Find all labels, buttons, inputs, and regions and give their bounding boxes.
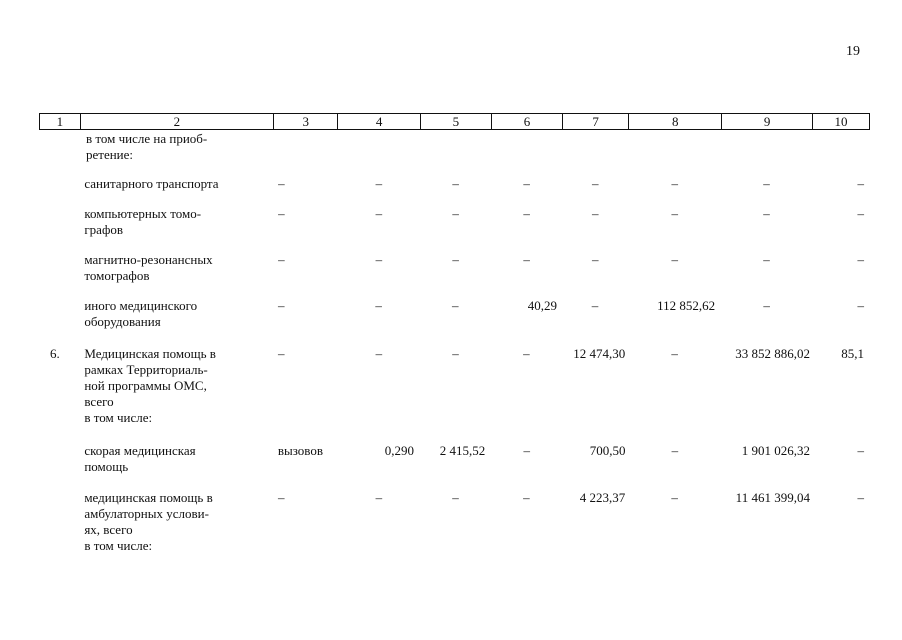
- cell-col-9: 33 852 886,02: [735, 346, 810, 361]
- cell-col-8: –: [671, 252, 678, 267]
- cell-col-6: 40,29: [527, 298, 557, 313]
- table-row: [39, 131, 870, 163]
- row-name-line: в том числе на приоб-: [86, 131, 208, 146]
- cell-col-10: –: [857, 443, 864, 458]
- row-name-line: ретение:: [86, 147, 134, 162]
- row-name-line: иного медицинского: [84, 298, 198, 313]
- cell-col-6: –: [523, 206, 530, 221]
- cell-col-4: –: [375, 298, 382, 313]
- cell-col-7: –: [591, 298, 599, 313]
- row-number: 6.: [50, 346, 60, 361]
- row-name-line: ной программы ОМС,: [84, 378, 207, 393]
- table-row: [39, 252, 870, 284]
- cell-col-10: –: [857, 206, 864, 221]
- cell-col-5: –: [452, 346, 459, 361]
- cell-col-4: 0,290: [384, 443, 415, 458]
- table-row: [39, 443, 870, 475]
- cell-col-10: –: [857, 252, 864, 267]
- cell-col-7: –: [591, 252, 599, 267]
- header-col-7: 7: [562, 114, 628, 129]
- cell-col-9: –: [763, 206, 770, 221]
- row-name-line: всего: [84, 394, 114, 409]
- cell-col-3: –: [278, 252, 285, 267]
- cell-col-5: 2 415,52: [439, 443, 486, 458]
- row-name: [79, 176, 273, 192]
- header-col-6: 6: [491, 114, 562, 129]
- cell-col-8: –: [671, 443, 679, 458]
- row-name-line: магнитно-резонансных: [84, 252, 213, 267]
- header-col-5: 5: [420, 114, 491, 129]
- table-row: [39, 176, 870, 192]
- row-name-line: помощь: [84, 459, 129, 474]
- row-name: [79, 346, 273, 426]
- cell-col-3: –: [278, 206, 285, 221]
- row-name-line: Медицинская помощь в: [84, 346, 216, 361]
- row-number: [39, 176, 79, 192]
- row-name-line: томографов: [84, 268, 150, 283]
- cell-col-7: –: [591, 206, 599, 221]
- row-name-line: графов: [84, 222, 124, 237]
- cell-col-9: –: [763, 298, 770, 313]
- cell-col-5: –: [452, 176, 459, 191]
- row-number: [39, 298, 79, 330]
- table-row: [39, 346, 870, 426]
- cell-col-3: –: [278, 346, 285, 361]
- cell-col-3: вызовов: [277, 443, 323, 458]
- row-name: [79, 298, 273, 330]
- row-number: [39, 490, 79, 554]
- cell-col-4: –: [375, 176, 383, 191]
- cell-col-4: –: [375, 206, 383, 221]
- header-col-3: 3: [273, 114, 337, 129]
- cell-col-3: –: [278, 490, 285, 505]
- cell-col-7: 12 474,30: [573, 346, 626, 361]
- cell-col-9: –: [763, 252, 770, 267]
- row-number: [39, 131, 81, 163]
- cell-col-8: –: [671, 346, 678, 361]
- cell-col-7: 700,50: [589, 443, 626, 458]
- row-name-line: компьютерных томо-: [84, 206, 202, 221]
- header-col-4: 4: [337, 114, 419, 129]
- cell-col-10: –: [857, 490, 864, 505]
- row-name: [79, 490, 273, 554]
- cell-col-8: –: [671, 176, 678, 191]
- cell-col-4: –: [375, 346, 383, 361]
- row-name-line: ях, всего: [84, 522, 133, 537]
- cell-col-9: –: [763, 176, 770, 191]
- row-name-line: в том числе:: [84, 538, 153, 553]
- cell-col-4: –: [375, 490, 383, 505]
- cell-col-6: –: [523, 490, 530, 505]
- cell-col-5: –: [452, 490, 459, 505]
- cell-col-5: –: [452, 298, 459, 313]
- row-name: [79, 443, 273, 475]
- cell-col-6: –: [523, 346, 530, 361]
- cell-col-8: –: [671, 490, 678, 505]
- header-col-1: 1: [56, 114, 64, 129]
- cell-col-4: –: [375, 252, 383, 267]
- table-row: [39, 298, 870, 330]
- cell-col-5: –: [452, 252, 459, 267]
- cell-col-6: –: [523, 176, 530, 191]
- header-col-2: 2: [80, 114, 273, 129]
- header-col-8: 8: [628, 114, 721, 129]
- row-name-line: в том числе:: [84, 410, 153, 425]
- row-name: [81, 131, 285, 163]
- cell-col-7: 4 223,37: [579, 490, 626, 505]
- cell-col-6: –: [523, 252, 530, 267]
- cell-col-5: –: [452, 206, 459, 221]
- row-number: [39, 443, 79, 475]
- table-header-row: [39, 113, 870, 130]
- row-number: [39, 206, 79, 238]
- row-name-line: рамках Территориаль-: [84, 362, 208, 377]
- header-col-9: 9: [721, 114, 812, 129]
- cell-col-9: 11 461 399,04: [735, 490, 810, 505]
- page-number: 19: [846, 44, 860, 59]
- cell-col-8: –: [671, 206, 678, 221]
- cell-col-10: 85,1: [841, 346, 864, 361]
- row-name-line: санитарного транспорта: [84, 176, 219, 191]
- row-number: [39, 252, 79, 284]
- table-row: [39, 206, 870, 238]
- row-name-line: амбулаторных услови-: [84, 506, 209, 521]
- row-name: [79, 206, 273, 238]
- row-name-line: скорая медицинская: [84, 443, 196, 458]
- cell-col-3: –: [278, 176, 285, 191]
- row-name-line: медицинская помощь в: [84, 490, 213, 505]
- table-row: [39, 490, 870, 554]
- row-name-line: оборудования: [84, 314, 161, 329]
- cell-col-9: 1 901 026,32: [741, 443, 810, 458]
- header-col-10: 10: [812, 114, 869, 129]
- cell-col-6: –: [523, 443, 530, 458]
- cell-col-10: –: [857, 176, 864, 191]
- cell-col-10: –: [857, 298, 864, 313]
- cell-col-8: 112 852,62: [657, 298, 716, 313]
- cell-col-3: –: [277, 298, 285, 313]
- row-name: [79, 252, 273, 284]
- cell-col-7: –: [591, 176, 599, 191]
